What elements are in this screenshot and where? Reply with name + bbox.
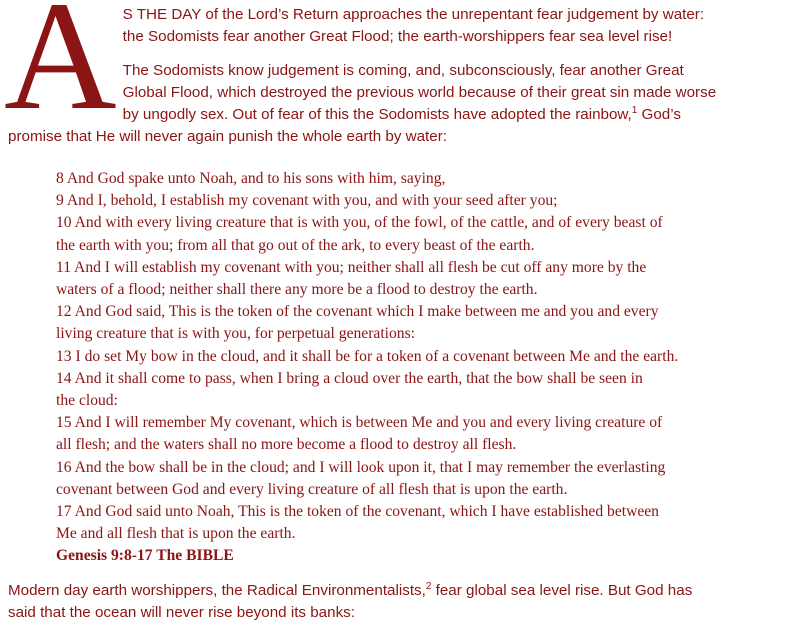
verse-line: 17 And God said unto Noah, This is the token of the covenant, which I have established between [56,503,659,521]
closing-line-1-text: Modern day earth worshippers, the Radical Environmentalists, [8,582,426,599]
paragraph-gap [8,48,793,60]
verse-line: 13 I do set My bow in the cloud, and it shall be for a token of a covenant between Me and the earth. [56,347,679,365]
footnote-ref-2[interactable]: 2 [425,580,432,592]
closing-line-2: said that the ocean will never rise beyond its banks: [8,604,355,621]
closing-line-1 [8,580,793,602]
intro-p1-line-2: the Sodomists fear another Great Flood; the earth-worshippers fear sea level rise! [122,28,673,45]
verse-line: covenant between God and every living creature of all flesh that is upon the earth. [56,480,568,498]
verse-line: 14 And it shall come to pass, when I bring a cloud over the earth, that the bow shall be seen in [56,369,643,387]
verse-line: waters of a flood; neither shall there any more be a flood to destroy the earth. [56,281,538,299]
verse-line: 10 And with every living creature that is with you, of the fowl, of the cattle, and of every beast of [56,214,663,232]
intro-p2-line-1: The Sodomists know judgement is coming, and, subconsciously, fear another Great [122,62,684,79]
verse-line: 16 And the bow shall be in the cloud; and I will look upon it, that I may remember the everlasting [56,458,666,476]
intro-p2-line-3-text: by ungodly sex. Out of fear of this the Sodomists have adopted the rainbow, [122,106,632,123]
scripture-citation: Genesis 9:8-17 The BIBLE [56,547,234,565]
verse-line: Me and all flesh that is upon the earth. [56,525,296,543]
verse-line: 15 And I will remember My covenant, which is between Me and you and every living creature of [56,414,663,432]
verse-line: the cloud: [56,392,118,410]
verse-line: living creature that is with you, for perpetual generations: [56,325,415,343]
closing-section [8,580,793,624]
verse-line: the earth with you; from all that go out of the ark, to every beast of the earth. [56,236,535,254]
footnote-ref-1[interactable]: 1 [631,104,638,116]
verse-line: 12 And God said, This is the token of the covenant which I make between me and you and every [56,303,659,321]
verse-line: 8 And God spake unto Noah, and to his sons with him, saying, [56,170,446,187]
scripture-quote [56,168,756,568]
closing-line-1-end: fear global sea level rise. But God has [431,582,693,599]
intro-p2-line-4: promise that He will never again punish the whole earth by water: [8,128,447,145]
intro-p1-line-1: S THE DAY of the Lord’s Return approaches the unrepentant fear judgement by water: [122,6,705,23]
intro-p2-line-3-end: God’s [637,106,681,123]
verse-line: all flesh; and the waters shall no more become a flood to destroy all flesh. [56,436,517,454]
intro-section [4,0,793,148]
verse-line: 9 And I, behold, I establish my covenant with you, and with your seed after you; [56,192,558,210]
verse-line: 11 And I will establish my covenant with you; neither shall all flesh be cut off any more by the [56,258,647,276]
intro-p2-line-2: Global Flood, which destroyed the previous world because of their great sin made worse [122,84,717,101]
drop-cap: A [4,0,117,142]
intro-p2-line-3 [8,104,793,126]
